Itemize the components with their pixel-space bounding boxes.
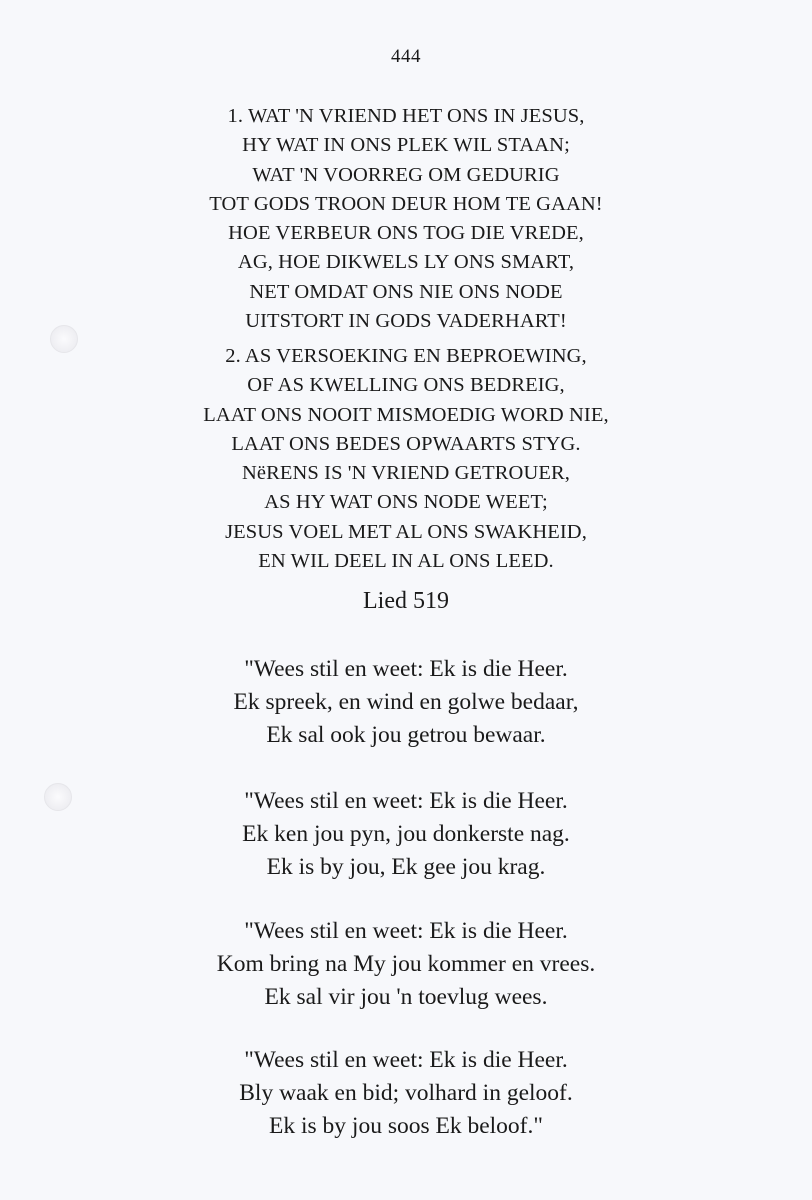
- hymn-line: AS HY WAT ONS NODE WEET;: [264, 491, 548, 514]
- hymn-line: EN WIL DEEL IN AL ONS LEED.: [258, 550, 554, 573]
- hymn-line: TOT GODS TROON DEUR HOM TE GAAN!: [209, 192, 603, 215]
- page-number: 444: [391, 46, 421, 67]
- hymn-line: UITSTORT IN GODS VADERHART!: [245, 310, 567, 333]
- hymn-line: NëRENS IS 'N VRIEND GETROUER,: [242, 462, 570, 485]
- hymn-line: LAAT ONS BEDES OPWAARTS STYG.: [231, 432, 581, 455]
- hymn-line: HOE VERBEUR ONS TOG DIE VREDE,: [228, 222, 584, 245]
- song-line: "Wees stil en weet: Ek is die Heer.: [244, 918, 568, 944]
- song-line: Ek ken jou pyn, jou donkerste nag.: [242, 820, 570, 847]
- song-line: Ek spreek, en wind en golwe bedaar,: [233, 688, 579, 715]
- song-line: Ek is by jou, Ek gee jou krag.: [266, 853, 546, 880]
- song-verse-3: [0, 915, 812, 1013]
- song-line: "Wees stil en weet: Ek is die Heer.: [244, 1047, 568, 1073]
- song-verse-4: [0, 1044, 812, 1142]
- song-line: Kom bring na My jou kommer en vrees.: [216, 950, 596, 977]
- song-verse-1: [0, 653, 812, 751]
- song-title: Lied 519: [363, 588, 449, 614]
- song-line: Bly waak en bid; volhard in geloof.: [239, 1079, 573, 1106]
- hymn-line: LAAT ONS NOOIT MISMOEDIG WORD NIE,: [203, 403, 609, 426]
- song-line: "Wees stil en weet: Ek is die Heer.: [244, 788, 568, 814]
- hymn-line: AG, HOE DIKWELS LY ONS SMART,: [237, 251, 575, 274]
- hymn-line: WAT 'N VOORREG OM GEDURIG: [252, 163, 560, 186]
- song-line: Ek is by jou soos Ek beloof.": [269, 1112, 543, 1139]
- punch-hole: [44, 783, 72, 811]
- hymn-line: NET OMDAT ONS NIE ONS NODE: [249, 280, 563, 303]
- song-verse-2: [0, 785, 812, 883]
- song-line: Ek sal vir jou 'n toevlug wees.: [264, 983, 548, 1010]
- hymn-verse-2: [0, 342, 812, 576]
- hymn-line: JESUS VOEL MET AL ONS SWAKHEID,: [225, 520, 587, 543]
- hymn-line: OF AS KWELLING ONS BEDREIG,: [247, 374, 565, 397]
- hymn-line: HY WAT IN ONS PLEK WIL STAAN;: [242, 134, 570, 157]
- hymn-line: 1. WAT 'N VRIEND HET ONS IN JESUS,: [227, 105, 585, 127]
- hymn-line: 2. AS VERSOEKING EN BEPROEWING,: [225, 345, 587, 367]
- punch-hole: [50, 325, 78, 353]
- hymn-verse-1: [0, 102, 812, 336]
- song-line: Ek sal ook jou getrou bewaar.: [266, 721, 546, 748]
- song-line: "Wees stil en weet: Ek is die Heer.: [244, 656, 568, 682]
